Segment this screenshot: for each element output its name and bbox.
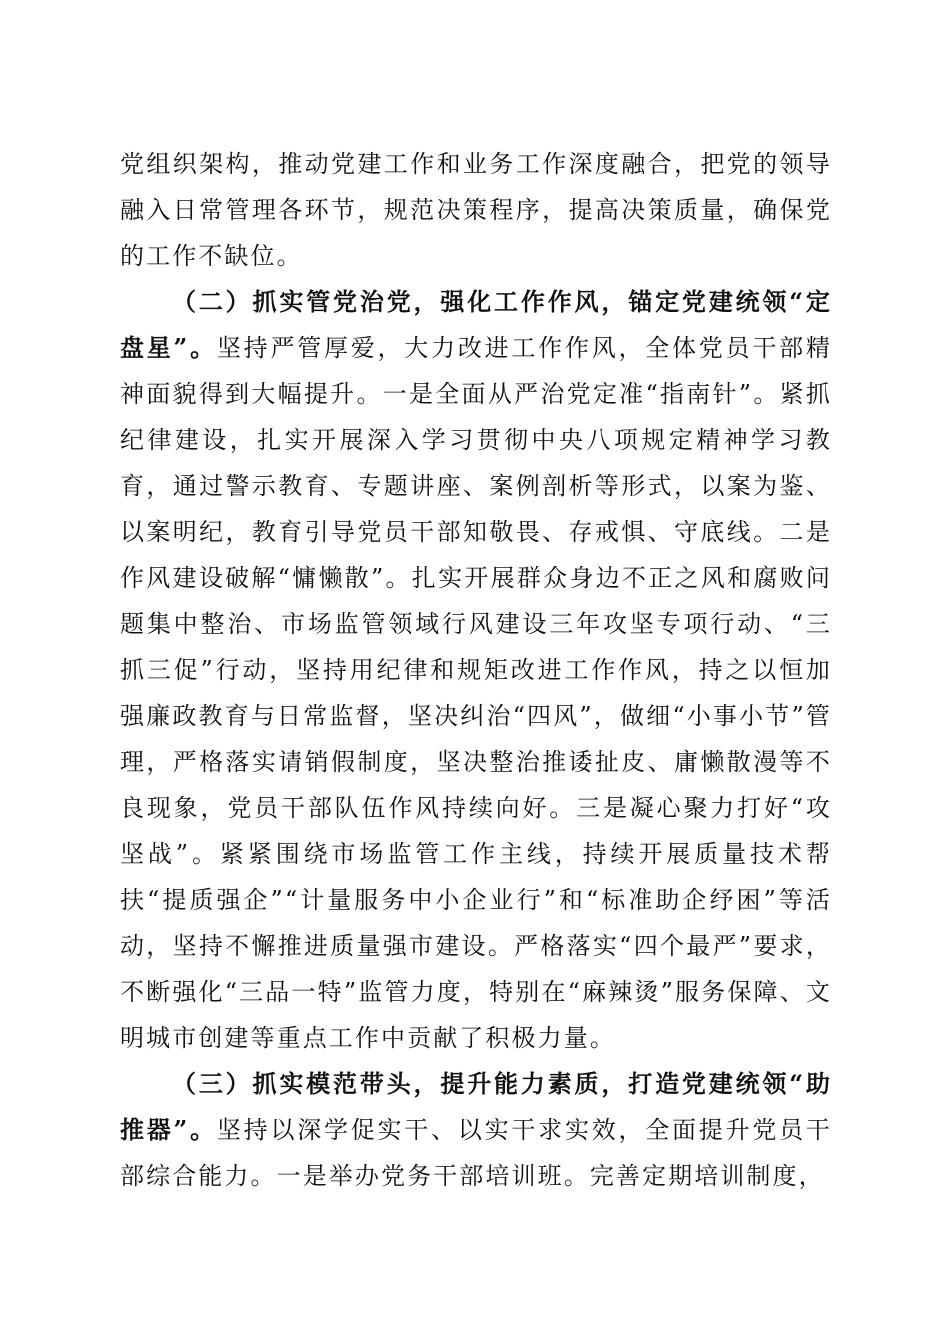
paragraph-body: 坚持严管厚爱，大力改进工作作风，全体党员干部精神面貌得到大幅提升。一是全面从严治党定准“指南针”。紧抓纪律建设，扎实开展深入学习贯彻中央八项规定精神学习教育，通过警示教育、专题讲座、案例剖析等形式，以案为鉴、以案明纪，教育引导党员干部知敬畏、存戒惧、守底线。二是作风建设破解“慵懒散”。扎实开展群众身边不正之风和腐败问题集中整治、市场监管领域行风建设三年攻坚专项行动、“三抓三促”行动，坚持用纪律和规矩改进工作作风，持之以恒加强廉政教育与日常监督，坚决纠治“四风”，做细“小事小节”管理，严格落实请销假制度，坚决整治推诿扯皮、庸懒散漫等不良现象，党员干部队伍作风持续向好。三是凝心聚力打好“攻坚战”。紧紧围绕市场监管工作主线，持续开展质量技术帮扶“提质强企”“计量服务中小企业行”和“标准助企纾困”等活动，坚持不懈推进质量强市建设。严格落实“四个最严”要求，不断强化“三品一特”监管力度，特别在“麻辣烫”服务保障、文明城市创建等重点工作中贡献了积极力量。: [120, 334, 832, 1052]
paragraph-section-three: [120, 1061, 832, 1199]
paragraph-body: 坚持以深学促实干、以实干求实效，全面提升党员干部综合能力。一是举办党务干部培训班。完善定期培训制度，: [120, 1116, 832, 1190]
section-heading: （三）抓实模范带头，提升能力素质，打造党建统领“助推器”。: [120, 1069, 832, 1144]
paragraph-continuation: [120, 141, 832, 279]
paragraph-body: 党组织架构，推动党建工作和业务工作深度融合，把党的领导融入日常管理各环节，规范决策程序，提高决策质量，确保党的工作不缺位。: [120, 150, 832, 270]
section-heading: （二）抓实管党治党，强化工作作风，锚定党建统领“定盘星”。: [120, 287, 832, 362]
document-body: [120, 141, 832, 1199]
paragraph-section-two: [120, 279, 832, 1061]
